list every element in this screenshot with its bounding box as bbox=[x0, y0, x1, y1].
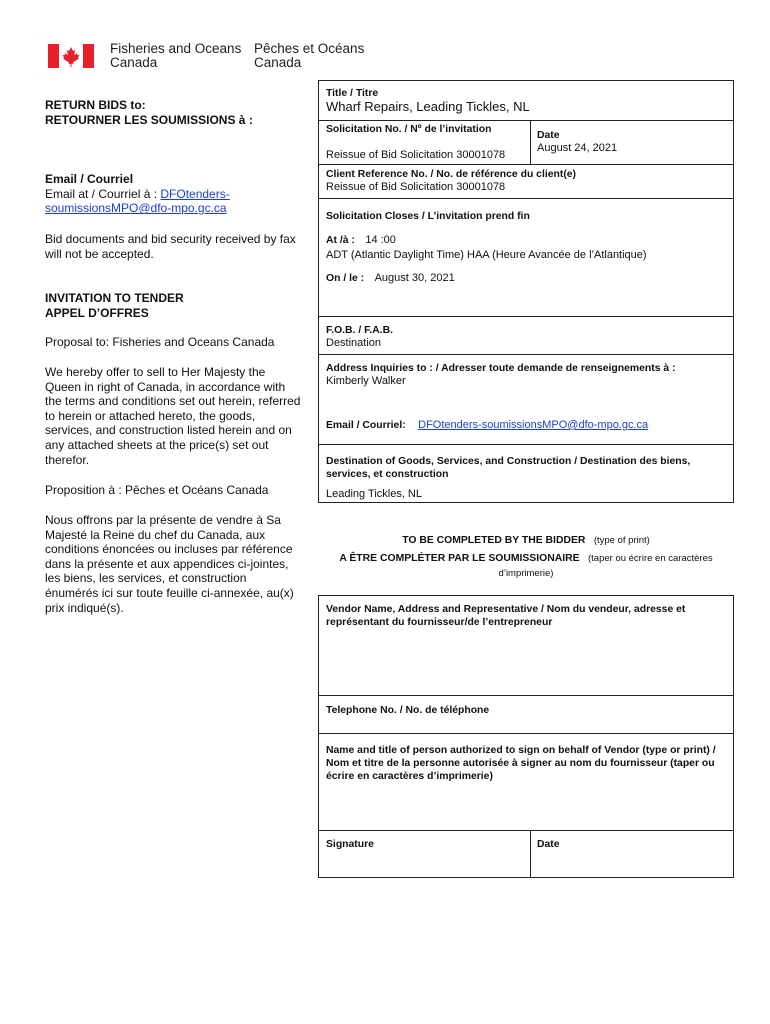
date-label: Date bbox=[537, 130, 560, 141]
email-link-part1[interactable]: DFOtenders- bbox=[160, 186, 230, 201]
divider bbox=[530, 120, 531, 164]
email-prefix: Email at / Courriel à : bbox=[45, 186, 161, 201]
offer-french: Nous offrons par la présente de vendre à Sa Majesté la Reine du chef du Canada, aux conditions énoncées ou incluses par référence dans la présente et aux appendices ci-jointes, les biens, les services, et construction énumérés ici sur toute feuille ci-annexée, au(x) prix indiqué(s). bbox=[45, 513, 294, 615]
signature-field[interactable]: Signature bbox=[326, 839, 374, 850]
telephone-field[interactable]: Telephone No. / No. de téléphone bbox=[326, 705, 490, 716]
solicitation-value: Reissue of Bid Solicitation 30001078 bbox=[326, 149, 506, 161]
client-reference-label: Client Reference No. / No. de référence du client(e) bbox=[326, 169, 577, 180]
divider bbox=[318, 733, 734, 734]
invitation-heading: INVITATION TO TENDER APPEL D’OFFRES bbox=[45, 291, 184, 320]
inquiries-contact: Kimberly Walker bbox=[326, 375, 406, 387]
divider bbox=[318, 354, 734, 355]
divider bbox=[318, 695, 734, 696]
solicitation-closes-label: Solicitation Closes / L’invitation prend fin bbox=[326, 211, 530, 222]
bidder-heading-english: TO BE COMPLETED BY THE BIDDER (type of print) bbox=[402, 535, 650, 546]
closing-time: At /à : 14 :00 bbox=[326, 234, 396, 246]
authorized-person-field[interactable]: Name and title of person authorized to sign on behalf of Vendor (type or print) / Nom et titre de la personne autorisée à signer au nom du fournisseur (taper ou écrire en caractères d’imprimerie) bbox=[326, 745, 716, 782]
inquiries-email-link[interactable]: DFOtenders-soumissionsMPO@dfo-mpo.gc.ca bbox=[418, 419, 649, 431]
divider bbox=[318, 830, 734, 831]
title-value: Wharf Repairs, Leading Tickles, NL bbox=[326, 99, 530, 114]
title-label: Title / Titre bbox=[326, 88, 379, 99]
email-link-part2[interactable]: soumissionsMPO@dfo-mpo.gc.ca bbox=[45, 201, 227, 216]
divider bbox=[318, 164, 734, 165]
fob-label: F.O.B. / F.A.B. bbox=[326, 325, 393, 336]
divider bbox=[318, 198, 734, 199]
offer-english: We hereby offer to sell to Her Majesty the Queen in right of Canada, in accordance with the terms and conditions set out herein, referred to herein or attached hereto, the goods, services, and construction listed herein and on any attached sheets at the price(s) set out therefor. bbox=[45, 365, 301, 467]
client-reference-value: Reissue of Bid Solicitation 30001078 bbox=[326, 181, 506, 193]
divider bbox=[318, 316, 734, 317]
inquiries-email: Email / Courriel: DFOtenders-soumissionsMPO@dfo-mpo.gc.ca bbox=[326, 419, 649, 431]
time-zone: ADT (Atlantic Daylight Time) HAA (Heure Avancée de l’Atlantique) bbox=[326, 249, 647, 261]
proposal-french: Proposition à : Pêches et Océans Canada bbox=[45, 483, 269, 497]
vendor-name-field[interactable]: Vendor Name, Address and Representative / Nom du vendeur, adresse et représentant du fournisseur/de l’entrepreneur bbox=[326, 604, 686, 628]
email-section bbox=[45, 172, 305, 216]
destination-value: Leading Tickles, NL bbox=[326, 488, 422, 500]
fob-value: Destination bbox=[326, 337, 382, 349]
tender-info-box bbox=[318, 80, 734, 503]
canada-flag-logo bbox=[48, 44, 94, 68]
return-bids-heading: RETURN BIDS to: RETOURNER LES SOUMISSIONS à : bbox=[45, 98, 253, 127]
proposal-english: Proposal to: Fisheries and Oceans Canada bbox=[45, 335, 275, 349]
closing-date: On / le : August 30, 2021 bbox=[326, 272, 455, 284]
divider bbox=[530, 830, 531, 878]
fax-note: Bid documents and bid security received by fax will not be accepted. bbox=[45, 232, 296, 261]
bidder-heading-french: A ÊTRE COMPLÉTER PAR LE SOUMISSIONAIRE (taper ou écrire en caractères d’imprimerie) bbox=[339, 553, 713, 579]
email-heading: Email / Courriel bbox=[45, 172, 134, 186]
divider bbox=[318, 444, 734, 445]
destination-label: Destination of Goods, Services, and Construction / Destination des biens, services, et construction bbox=[326, 456, 691, 480]
divider bbox=[318, 120, 734, 121]
date-value: August 24, 2021 bbox=[537, 142, 618, 154]
department-name-english: Fisheries and Oceans Canada bbox=[110, 41, 242, 70]
signature-date-field[interactable]: Date bbox=[537, 839, 560, 850]
solicitation-label: Solicitation No. / Nº de l’invitation bbox=[326, 124, 492, 135]
department-name-french: Pêches et Océans Canada bbox=[254, 41, 365, 70]
inquiries-label: Address Inquiries to : / Adresser toute demande de renseignements à : bbox=[326, 363, 676, 374]
bidder-info-box bbox=[318, 595, 734, 878]
